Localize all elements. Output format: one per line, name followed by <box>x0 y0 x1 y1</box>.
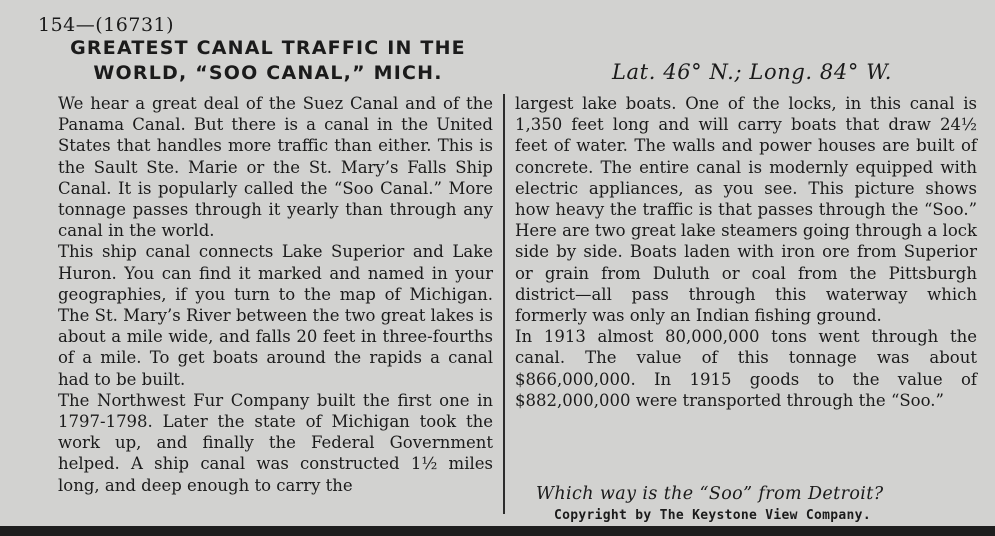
title-line-2: WORLD, “SOO CANAL,” MICH. <box>93 62 443 84</box>
paragraph: largest lake boats. One of the locks, in this canal is 1,350 feet long and will carry boats that draw 24½ feet of water. The walls and power houses are built of concrete. The entire canal is modernly equipped with electric appliances, as you see. This picture shows how heavy the traffic is that passes through the “Soo.” Here are two great lake steamers going through a lock side by side. Boats laden with iron ore from Superior or grain from Duluth or coal from the Pittsburgh district—all pass through this waterway which formerly was only an Indian fishing ground. <box>515 94 977 326</box>
paragraph: We hear a great deal of the Suez Canal and of the Panama Canal. But there is a canal in the United States that handles more traffic than either. This is the Sault Ste. Marie or the St. Mary’s Falls Ship Canal. It is popularly called the “Soo Canal.” More tonnage passes through it yearly than through any canal in the world. <box>58 94 493 241</box>
column-divider <box>503 94 505 514</box>
paragraph: This ship canal connects Lake Superior and Lake Huron. You can find it marked and named in your geographies, if you turn to the map of Michigan. The St. Mary’s River between the two great lakes is about a mile wide, and falls 20 feet in three-fourths of a mile. To get boats around the rapids a canal had to be built. <box>58 242 493 389</box>
title-line-1: GREATEST CANAL TRAFFIC IN THE <box>70 37 466 59</box>
question: Which way is the “Soo” from Detroit? <box>536 484 884 504</box>
copyright: Copyright by The Keystone View Company. <box>554 508 871 523</box>
paragraph: In 1913 almost 80,000,000 tons went through the canal. The value of this tonnage was about $866,000,000. In 1915 goods to the value of $882,000,000 were transported through the “Soo.” <box>515 327 977 410</box>
card-bottom-edge <box>0 526 995 536</box>
left-column <box>58 93 493 496</box>
paragraph: The Northwest Fur Company built the first one in 1797-1798. Later the state of Michigan took the work up, and finally the Federal Government helped. A ship canal was constructed 1½ miles long, and deep enough to carry the <box>58 390 493 495</box>
card-number: 154—(16731) <box>38 14 175 36</box>
card-title <box>34 36 502 86</box>
right-column <box>515 93 977 411</box>
coordinates: Lat. 46° N.; Long. 84° W. <box>612 60 893 84</box>
